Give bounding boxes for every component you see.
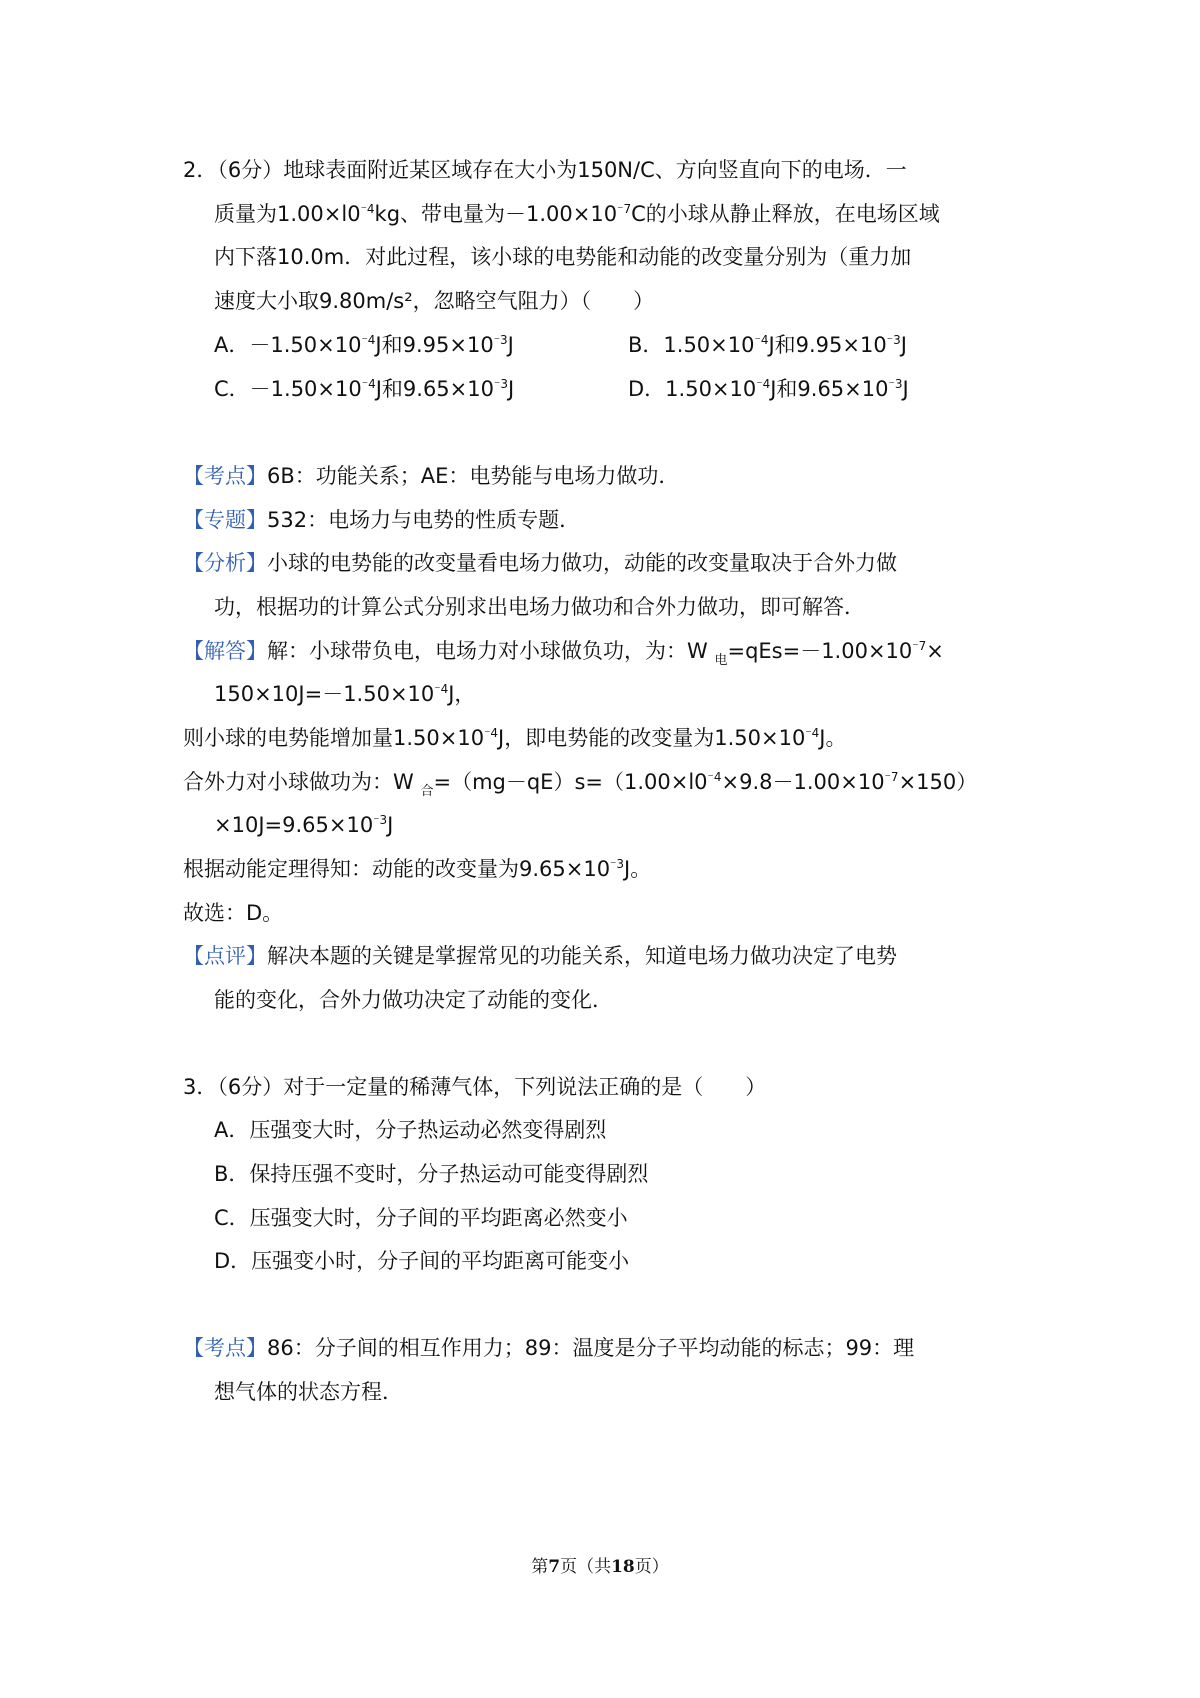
q2-option-a: A．$-1.50\times 10^{^-4}J$和$9.95\times 10^{^-3}J$ — [214, 333, 514, 357]
total-pages: 18 — [611, 1557, 635, 1577]
q2-line-4: 速度大小取9.80m/s²，忽略空气阻力）（ ） — [214, 289, 655, 313]
kaodian-tag: 【考点】 — [183, 1336, 267, 1360]
a3-kaodian-2: 想气体的状态方程． — [214, 1380, 403, 1404]
a2-dianping-2: 能的变化，合外力做功决定了动能的变化． — [214, 988, 613, 1012]
q3-option-c: C．压强变大时，分子间的平均距离必然变小 — [214, 1206, 628, 1230]
q2-line-1: 2．（6分）地球表面附近某区域存在大小为150N/C、方向竖直向下的电场．一 — [183, 158, 907, 182]
a2-kaodian: 【考点】6B：功能关系；AE：电势能与电场力做功． — [183, 464, 680, 488]
zhuanti-tag: 【专题】 — [183, 508, 267, 532]
q3-option-a: A．压强变大时，分子热运动必然变得剧烈 — [214, 1118, 607, 1142]
q3-option-b: B．保持压强不变时，分子热运动可能变得剧烈 — [214, 1162, 649, 1186]
jieda-tag: 【解答】 — [183, 639, 267, 663]
a2-jieda-1: 【解答】解：小球带负电，电场力对小球做负功，为：W $_电=qEs=-1.00\times 10^{^-7}\times$ — [183, 639, 944, 668]
a2-jieda-3: 则小球的电势能增加量$1.50\times 10^{^-4}J$，即电势能的改变量为$1.50\times 10^{^-4}J$。 — [183, 726, 847, 750]
q3-stem: 3．（6分）对于一定量的稀薄气体，下列说法正确的是（ ） — [183, 1075, 767, 1099]
q3-option-d: D．压强变小时，分子间的平均距离可能变小 — [214, 1249, 630, 1273]
a2-zhuanti: 【专题】532：电场力与电势的性质专题． — [183, 508, 581, 532]
q2-option-b: B．$1.50\times 10^{^-4}J$和$9.95\times 10^{^-3}J$ — [628, 333, 907, 357]
page-number: 7 — [548, 1557, 561, 1577]
a2-jieda-2: $150\times 10J=-1.50\times 10^{^-4}J$， — [214, 682, 476, 706]
a2-jieda-7: 故选：D。 — [183, 901, 284, 925]
a2-jieda-6: 根据动能定理得知：动能的改变量为$9.65\times 10^{^-3}J$。 — [183, 857, 652, 881]
a3-kaodian-1: 【考点】86：分子间的相互作用力；89：温度是分子平均动能的标志；99：理 — [183, 1336, 915, 1360]
kaodian-tag: 【考点】 — [183, 464, 267, 488]
q2-option-c: C．$-1.50\times 10^{^-4}J$和$9.65\times 10^{^-3}J$ — [214, 377, 515, 401]
a2-fenxi-2: 功，根据功的计算公式分别求出电场力做功和合外力做功，即可解答． — [214, 595, 865, 619]
q2-line-3: 内下落10.0m．对此过程，该小球的电势能和动能的改变量分别为（重力加 — [214, 245, 912, 269]
a2-jieda-4: 合外力对小球做功为：W $_合=(mg-qE)s=(1.00\times l0^{^-4}\times 9.8-1.00\times 10^{^-7}\times 150)$ — [183, 770, 978, 799]
a2-jieda-5: $\times 10J=9.65\times 10^{^-3}J$ — [214, 813, 394, 837]
q2-line-2: 质量为$1.00\times l0^{^-4}kg$、带电量为$-1.00\times 10^{^-7}C$的小球从静止释放，在电场区域 — [214, 202, 940, 226]
dianping-tag: 【点评】 — [183, 944, 267, 968]
q2-option-d: D．$1.50\times 10^{^-4}J$和$9.65\times 10^{^-3}J$ — [628, 377, 909, 401]
fenxi-tag: 【分析】 — [183, 551, 267, 575]
a2-dianping-1: 【点评】解决本题的关键是掌握常见的功能关系，知道电场力做功决定了电势 — [183, 944, 897, 968]
page-footer: 第7页（共18页） — [531, 1557, 669, 1577]
a2-fenxi-1: 【分析】小球的电势能的改变量看电场力做功，动能的改变量取决于合外力做 — [183, 551, 897, 575]
